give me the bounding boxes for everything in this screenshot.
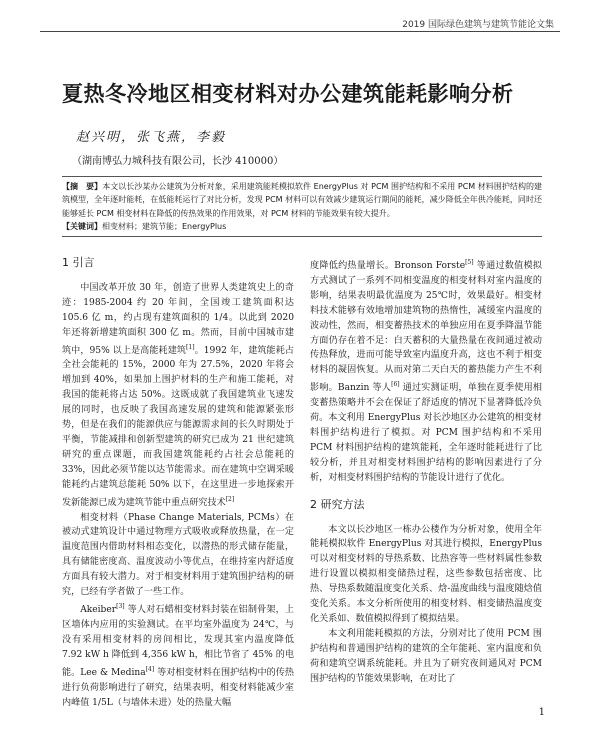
left-column	[62, 252, 294, 710]
citation: [4]	[145, 665, 155, 673]
citation: [2]	[225, 495, 235, 503]
paragraph: 相变材料（Phase Change Materials, PCMs）在被动式建筑设计中通过物理方式吸收或释放热量，在一定温度范围内借助材料相态变化，以潜热的形式储存能量，具有储能密度高、温度波动小等优点，在维持室内舒适度方面具有较大潜力。对于相变材料用于建筑围护结构的研究，已经有学者做了一些工作。	[62, 512, 294, 598]
abstract-text: 本文以长沙某办公建筑为分析对象，采用建筑能耗模拟软件 EnergyPlus 对 PCM 围护结构和不采用 PCM 材料围护结构的建筑模型，全年逐时能耗，在低能耗运行了对比分析，发现 PCM 材料可以有效减少建筑运行期间的能耗，减少降低全年供冷能耗，同时还能够延长 PCM 相变材料在降低的传热效果的作用效果，对 PCM 材料的节能效果有较大提升。	[62, 182, 543, 218]
paragraph: Akeiber[3] 等人对石蜡相变材料封装在铝制骨架，上区墙体内应用的实验测试。在平均室外温度为 24℃，与没有采用相变材料的房间相比，发现其室内温度降低 7.92 kW h 降低到 4,356 kW h，相比节省了 45% 的电能。Lee & Medina[4] 等对相变材料在围护结构中的传热进行负荷影响进行了研究，结果表明，相变材料能减少室内峰值 1/5L（与墙体未进）处的热量大幅	[62, 603, 294, 708]
running-header: 2019 国际绿色建筑与建筑节能论文集	[402, 20, 554, 30]
affiliation: （湖南博弘力城科技有限公司，长沙 410000）	[72, 156, 284, 167]
keywords-label: 【关键词】	[62, 221, 102, 231]
citation: [3]	[116, 603, 125, 610]
header-rule	[40, 31, 560, 32]
abstract-top-rule	[62, 176, 542, 177]
right-column	[310, 256, 542, 687]
section-1-heading: 1 引言	[62, 256, 95, 269]
abstract-bottom-rule	[62, 236, 542, 237]
paragraph: 本文利用能耗模拟的方法，分别对比了使用 PCM 围护结构和普通围护结构的建筑的全年能耗、室内温度和负荷和建筑空调系统能耗。并且为了研究夜间通风对 PCM 围护结构的节能效果影响，在对比了	[310, 628, 542, 684]
citation: [6]	[391, 381, 400, 389]
paper-title: 夏热冬冷地区相变材料对办公建筑能耗影响分析	[62, 82, 514, 106]
authors: 赵兴明，张飞燕，李毅	[76, 130, 227, 145]
section-2-heading: 2 研究方法	[310, 497, 365, 511]
citation: [5]	[465, 259, 474, 266]
page-number: 1	[538, 707, 545, 718]
citation: [1]	[186, 343, 195, 351]
paragraph: 中国改革开放 30 年，创造了世界人类建筑史上的奇迹：1985-2004 约 20 年间，全国竣工建筑面积达 105.6 亿 m，约占现有建筑面积的 1/4。以此到 2020 年还将新增建筑面积 300 亿 m。然而，目前中国城市建筑中，95% 以上是高能耗建筑[1]。1992 年，建筑能耗占全社会能耗的 15%，2000 年为 27.5%，2020 年将会增加到 40%，如果加上围护材料的生产和施工能耗，对我国的能耗将占达 50%。这既成就了我国建筑业飞速发展的同时，也反映了我国高速发展的建筑和能源紧张形势，但是在我们的能源供应与能源需求间的长久时期处于平衡，节能减排和创新型建筑的研究已成为 21 世纪建筑研究的重点课题，而我国建筑能耗约占社会总能耗的 33%，因此必须节能以达节能需求。而在建筑中空调采暖能耗约占建筑总能耗 50% 以下，在这里进一步地探索开发新能源已成为建筑节能中重点研究技术[2]	[62, 282, 294, 508]
keywords: 相变材料；建筑节能；EnergyPlus	[102, 221, 227, 231]
paragraph: 度降低约热量增长。Bronson Forste[5] 等通过数值模拟方式测试了一系列不同相变温度的相变材料对室内温度的影响，结果表明最优温度为 25℃时，效果最好。相变材料技术能够有效地增加建筑物的热惰性，减缓室内温度的波动性，然而，相变蓄热技术的单独应用在夏季降温节能方面仍存在着不足：白天蓄积的大量热量在夜间通过被动传热释放，进而可能导致室内温度升高，这也不利于相变材料的凝固恢复。从而对第二天白天的蓄热能力产生不利影响。Banzin 等人[6] 通过实测证明，单独在夏季使用相变蓄热策略并不会在保证了舒适度的情况下显著降低冷负荷。本文利用 EnergyPlus 对长沙地区办公建筑的相变材料围护结构进行了模拟。对 PCM 围护结构和不采用 PCM 材料围护结构的建筑能耗，全年逐时能耗进行了比较分析，并且对相变材料围护结构的影响因素进行了分析，对相变材料围护结构的节能设计进行了优化。	[310, 259, 542, 483]
paragraph: 本文以长沙地区一栋办公楼作为分析对象，使用全年能耗模拟软件 EnergyPlus 对其进行模拟，EnergyPlus 可以对相变材料的导热系数、比热容等一些材料属性参数进行设置以模拟相变储热过程，这些参数包括密度、比热、导热系数随温度变化关系、焓-温度曲线与温度随焓值变化关系。本文分析所使用的相变材料、相变储热温度变化关系如、数值模拟得到了模拟结果。	[310, 524, 542, 624]
abstract-label: 【摘 要】	[62, 182, 103, 191]
abstract	[62, 180, 542, 233]
